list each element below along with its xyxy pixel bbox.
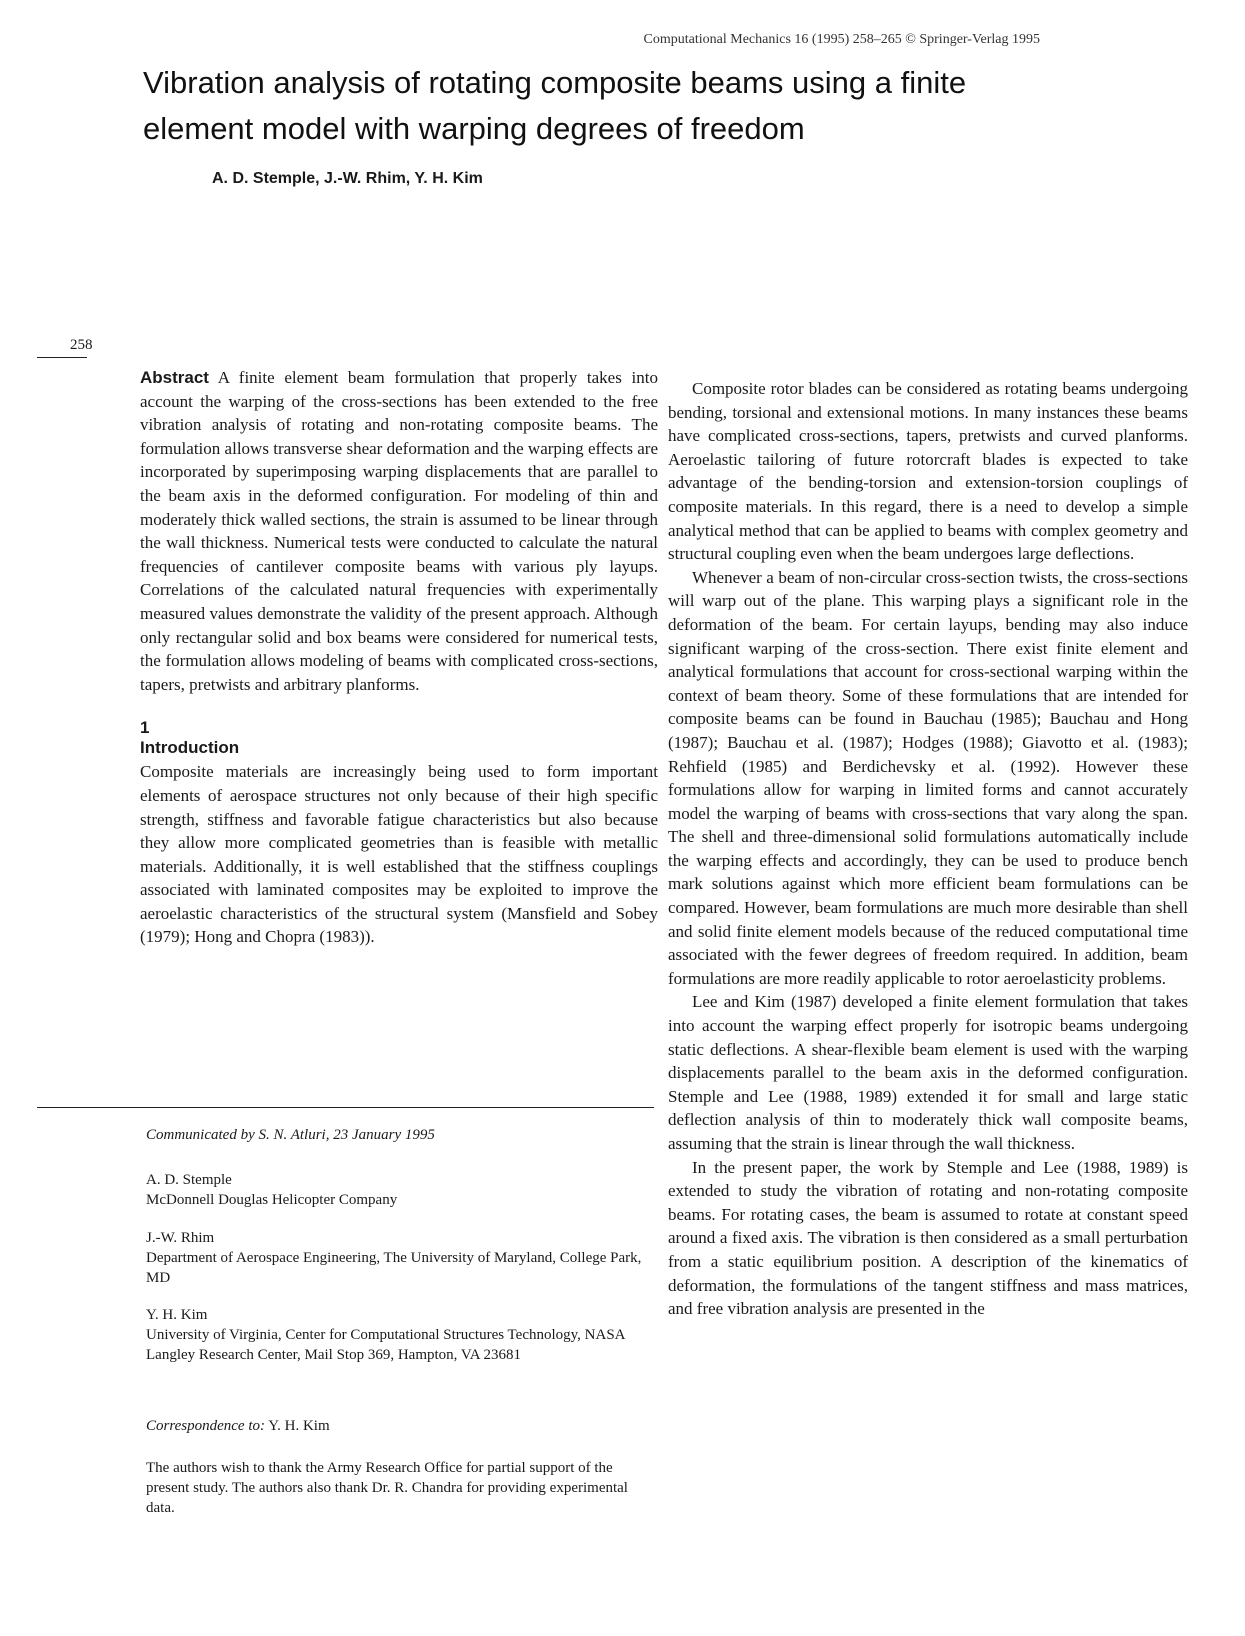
- affiliation-kim: [146, 1305, 654, 1365]
- author-name: Y. H. Kim: [146, 1307, 208, 1323]
- intro-paragraph-1: Composite materials are increasingly being used to form important elements of aerospace structures not only because of their high specific strength, stiffness and favorable fatigue characteristics but also because they allow more complicated geometries than is feasible with metallic materials. Additionally, it is well established that the stiffness couplings associated with laminated composites may be exploited to improve the aeroelastic characteristics of the structural system (Mansfield and Sobey (1979); Hong and Chopra (1983)).: [140, 762, 658, 947]
- abstract: [140, 366, 658, 696]
- correspondence: [146, 1416, 654, 1436]
- author-affiliation: Department of Aerospace Engineering, The University of Maryland, College Park, MD: [146, 1250, 642, 1286]
- intro-paragraph-3: Whenever a beam of non-circular cross-section twists, the cross-sections will warp out of the plane. This warping plays a significant role in the deformation of the beam. For certain layups, bending may also induce significant warping of the cross-section. There exist finite element and analytical formulations that account for cross-sectional warping within the context of beam theory. Some of these formulations that are intended for composite beams can be found in Bauchau (1985); Bauchau and Hong (1987); Bauchau et al. (1987); Hodges (1988); Giavotto et al. (1983); Rehfield (1985) and Berdichevsky et al. (1992). However these formulations allow for warping in limited forms and cannot accurately model the warping of beams with cross-sections that vary along the span. The shell and three-dimensional solid formulations automatically include the warping effects and accordingly, they can be used to produce bench mark solutions against which more efficient beam formulations can be compared. However, beam formulations are much more desirable than shell and solid finite element models because of the reduced computational time associated with the fewer degrees of freedom required. In addition, beam formulations are more readily applicable to rotor aeroelasticity problems.: [668, 567, 1188, 988]
- section-heading: Introduction: [140, 738, 240, 758]
- left-column: [140, 366, 658, 949]
- author-affiliation: McDonnell Douglas Helicopter Company: [146, 1192, 398, 1208]
- intro-paragraph-2: Composite rotor blades can be considered as rotating beams undergoing bending, torsional and extensional motions. In many instances these beams have complicated cross-sections, tapers, pretwists and curved planforms. Aeroelastic tailoring of future rotorcraft blades is expected to take advantage of the bending-torsion and extension-torsion couplings of composite materials. In this regard, there is a need to develop a simple analytical method that can be applied to beams with complex geometry and structural coupling even when the beam undergoes large deflections.: [668, 379, 1188, 564]
- affiliation-stemple: [146, 1170, 654, 1210]
- title-line-2: element model with warping degrees of freedom: [143, 111, 805, 146]
- author-name: J.-W. Rhim: [146, 1230, 215, 1246]
- right-column: [668, 377, 1188, 1321]
- journal-citation: Computational Mechanics 16 (1995) 258–265 © Springer-Verlag 1995: [643, 32, 1040, 47]
- authors: A. D. Stemple, J.-W. Rhim, Y. H. Kim: [212, 170, 483, 187]
- intro-paragraph-4: Lee and Kim (1987) developed a finite element formulation that takes into account the warping effect properly for isotropic beams undergoing static deflections. A shear-flexible beam element is used with the warping displacements parallel to the beam axis in the deformed configuration. Stemple and Lee (1988, 1989) extended it for small and large static deflection analysis of thin to moderately thick wall composite beams, assuming that the strain is linear through the wall thickness.: [668, 992, 1188, 1153]
- acknowledgement: The authors wish to thank the Army Research Office for partial support of the present study. The authors also thank Dr. R. Chandra for providing experimental data.: [146, 1460, 628, 1516]
- page-number: 258: [70, 337, 93, 353]
- author-name: A. D. Stemple: [146, 1172, 232, 1188]
- title-line-1: Vibration analysis of rotating composite beams using a finite: [143, 65, 967, 100]
- footnote-rule: [37, 1107, 654, 1108]
- correspondence-label: Correspondence to:: [146, 1418, 266, 1434]
- author-affiliation: University of Virginia, Center for Computational Structures Technology, NASA Langley Research Center, Mail Stop 369, Hampton, VA 23681: [146, 1327, 625, 1363]
- page-number-rule: [37, 357, 87, 358]
- abstract-text: A finite element beam formulation that properly takes into account the warping of the cross-sections has been extended to the free vibration analysis of rotating and non-rotating composite beams. The formulation allows transverse shear deformation and the warping effects are incorporated by superimposing warping displacements that are parallel to the beam axis in the deformed configuration. For modeling of thin and moderately thick walled sections, the strain is assumed to be linear through the wall thickness. Numerical tests were conducted to calculate the natural frequencies of cantilever composite beams with various ply layups. Correlations of the calculated natural frequencies with experimentally measured values demonstrate the validity of the present approach. Although only rectangular solid and box beams were considered for numerical tests, the formulation allows modeling of beams with complicated cross-sections, tapers, pretwists and arbitrary planforms.: [140, 368, 658, 694]
- abstract-heading: Abstract: [140, 368, 209, 387]
- communicated-note: Communicated by S. N. Atluri, 23 January 1995: [146, 1127, 435, 1143]
- paper-title: [143, 60, 1103, 152]
- section-number: 1: [140, 718, 150, 738]
- intro-paragraph-5: In the present paper, the work by Stemple and Lee (1988, 1989) is extended to study the vibration of rotating and non-rotating composite beams. For rotating cases, the beam is assumed to rotate at constant speed around a fixed axis. The vibration is then considered as a small perturbation from a static equilibrium position. A description of the kinematics of deformation, the formulations of the tangent stiffness and mass matrices, and free vibration analysis are presented in the: [668, 1157, 1188, 1319]
- correspondence-name: Y. H. Kim: [268, 1418, 330, 1434]
- affiliation-rhim: [146, 1228, 654, 1288]
